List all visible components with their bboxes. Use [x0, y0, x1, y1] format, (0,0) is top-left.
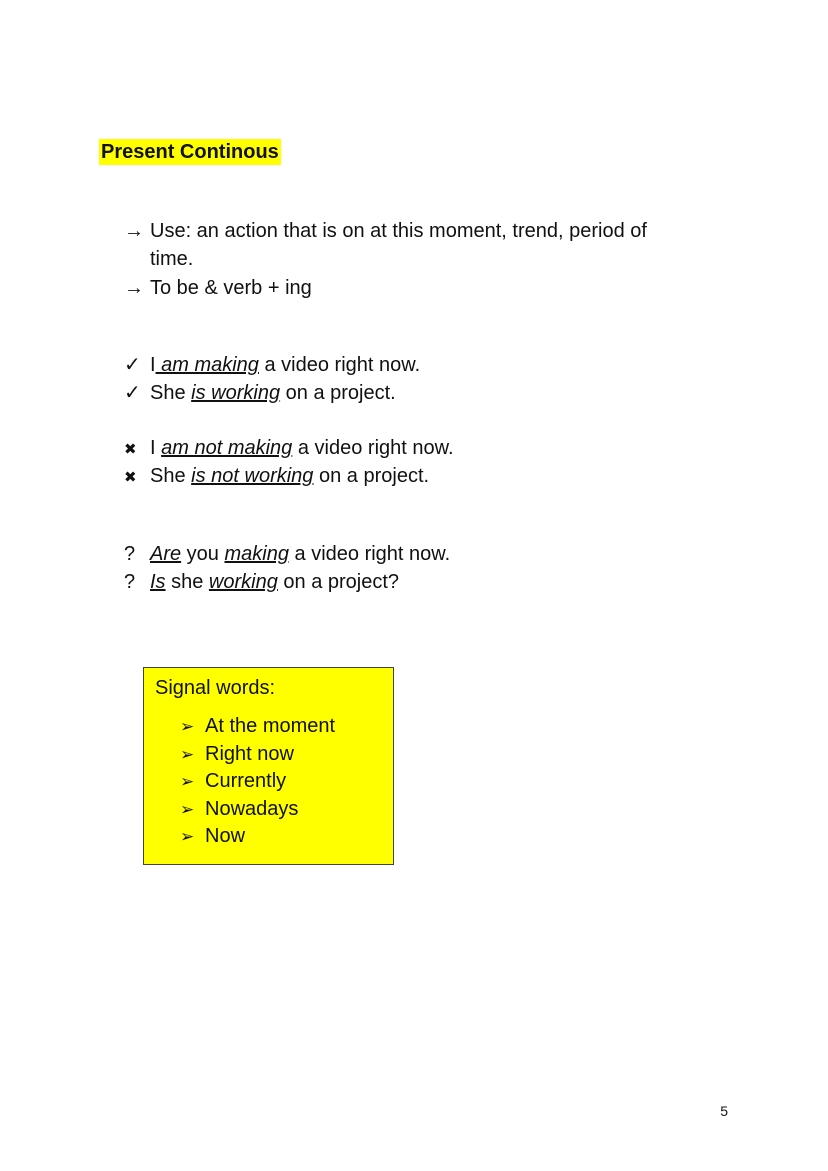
- list-item: ➢ At the moment: [180, 713, 335, 741]
- question-mark-icon: ?: [124, 571, 136, 593]
- signal-words-title: Signal words:: [155, 677, 276, 699]
- cross-icon: ✖: [124, 469, 137, 486]
- verb-phrase: am not making: [161, 437, 293, 459]
- auxiliary-verb: Is: [150, 571, 166, 593]
- negative-example: ✖ I am not making a video right now.: [124, 434, 454, 464]
- rule-form-text: To be & verb + ing: [150, 277, 312, 299]
- list-item: ➢ Right now: [180, 741, 335, 769]
- auxiliary-verb: Are: [150, 543, 182, 565]
- verb-phrase: making: [224, 543, 289, 565]
- rule-use: [124, 217, 647, 245]
- arrow-icon: →: [124, 220, 144, 242]
- signal-words-box: [143, 667, 394, 865]
- verb-phrase: am making: [155, 354, 259, 376]
- arrow-bullet-icon: ➢: [180, 772, 195, 791]
- list-item: ➢ Currently: [180, 768, 335, 796]
- cross-icon: ✖: [124, 441, 137, 458]
- check-icon: ✓: [124, 382, 141, 404]
- check-icon: ✓: [124, 354, 141, 376]
- arrow-bullet-icon: ➢: [180, 744, 195, 764]
- arrow-icon: →: [124, 277, 144, 299]
- arrow-bullet-icon: ➢: [180, 799, 195, 819]
- section-title: Present Continous: [101, 141, 279, 163]
- rule-form: [124, 274, 312, 302]
- verb-phrase: working: [208, 571, 278, 593]
- rule-use-text: Use: an action that is on at this moment, trend, period of: [150, 220, 647, 242]
- question-example: ? Are you making a video right now.: [124, 540, 450, 568]
- verb-phrase: is working: [191, 382, 281, 404]
- arrow-bullet-icon: ➢: [180, 827, 195, 846]
- negative-example: ✖ She is not working on a project.: [124, 462, 429, 492]
- question-example: ? Is she working on a project?: [124, 568, 399, 596]
- verb-phrase: is not working: [191, 465, 314, 487]
- signal-words-list: [180, 713, 335, 851]
- page-number: 5: [720, 1103, 728, 1119]
- list-item: ➢ Nowadays: [180, 796, 335, 824]
- arrow-bullet-icon: ➢: [180, 717, 195, 736]
- question-mark-icon: ?: [124, 543, 136, 565]
- positive-example: ✓ I am making a video right now.: [124, 351, 420, 379]
- list-item: ➢ Now: [180, 823, 335, 851]
- rule-use-continuation: time.: [150, 248, 194, 270]
- positive-example: ✓ She is working on a project.: [124, 379, 396, 407]
